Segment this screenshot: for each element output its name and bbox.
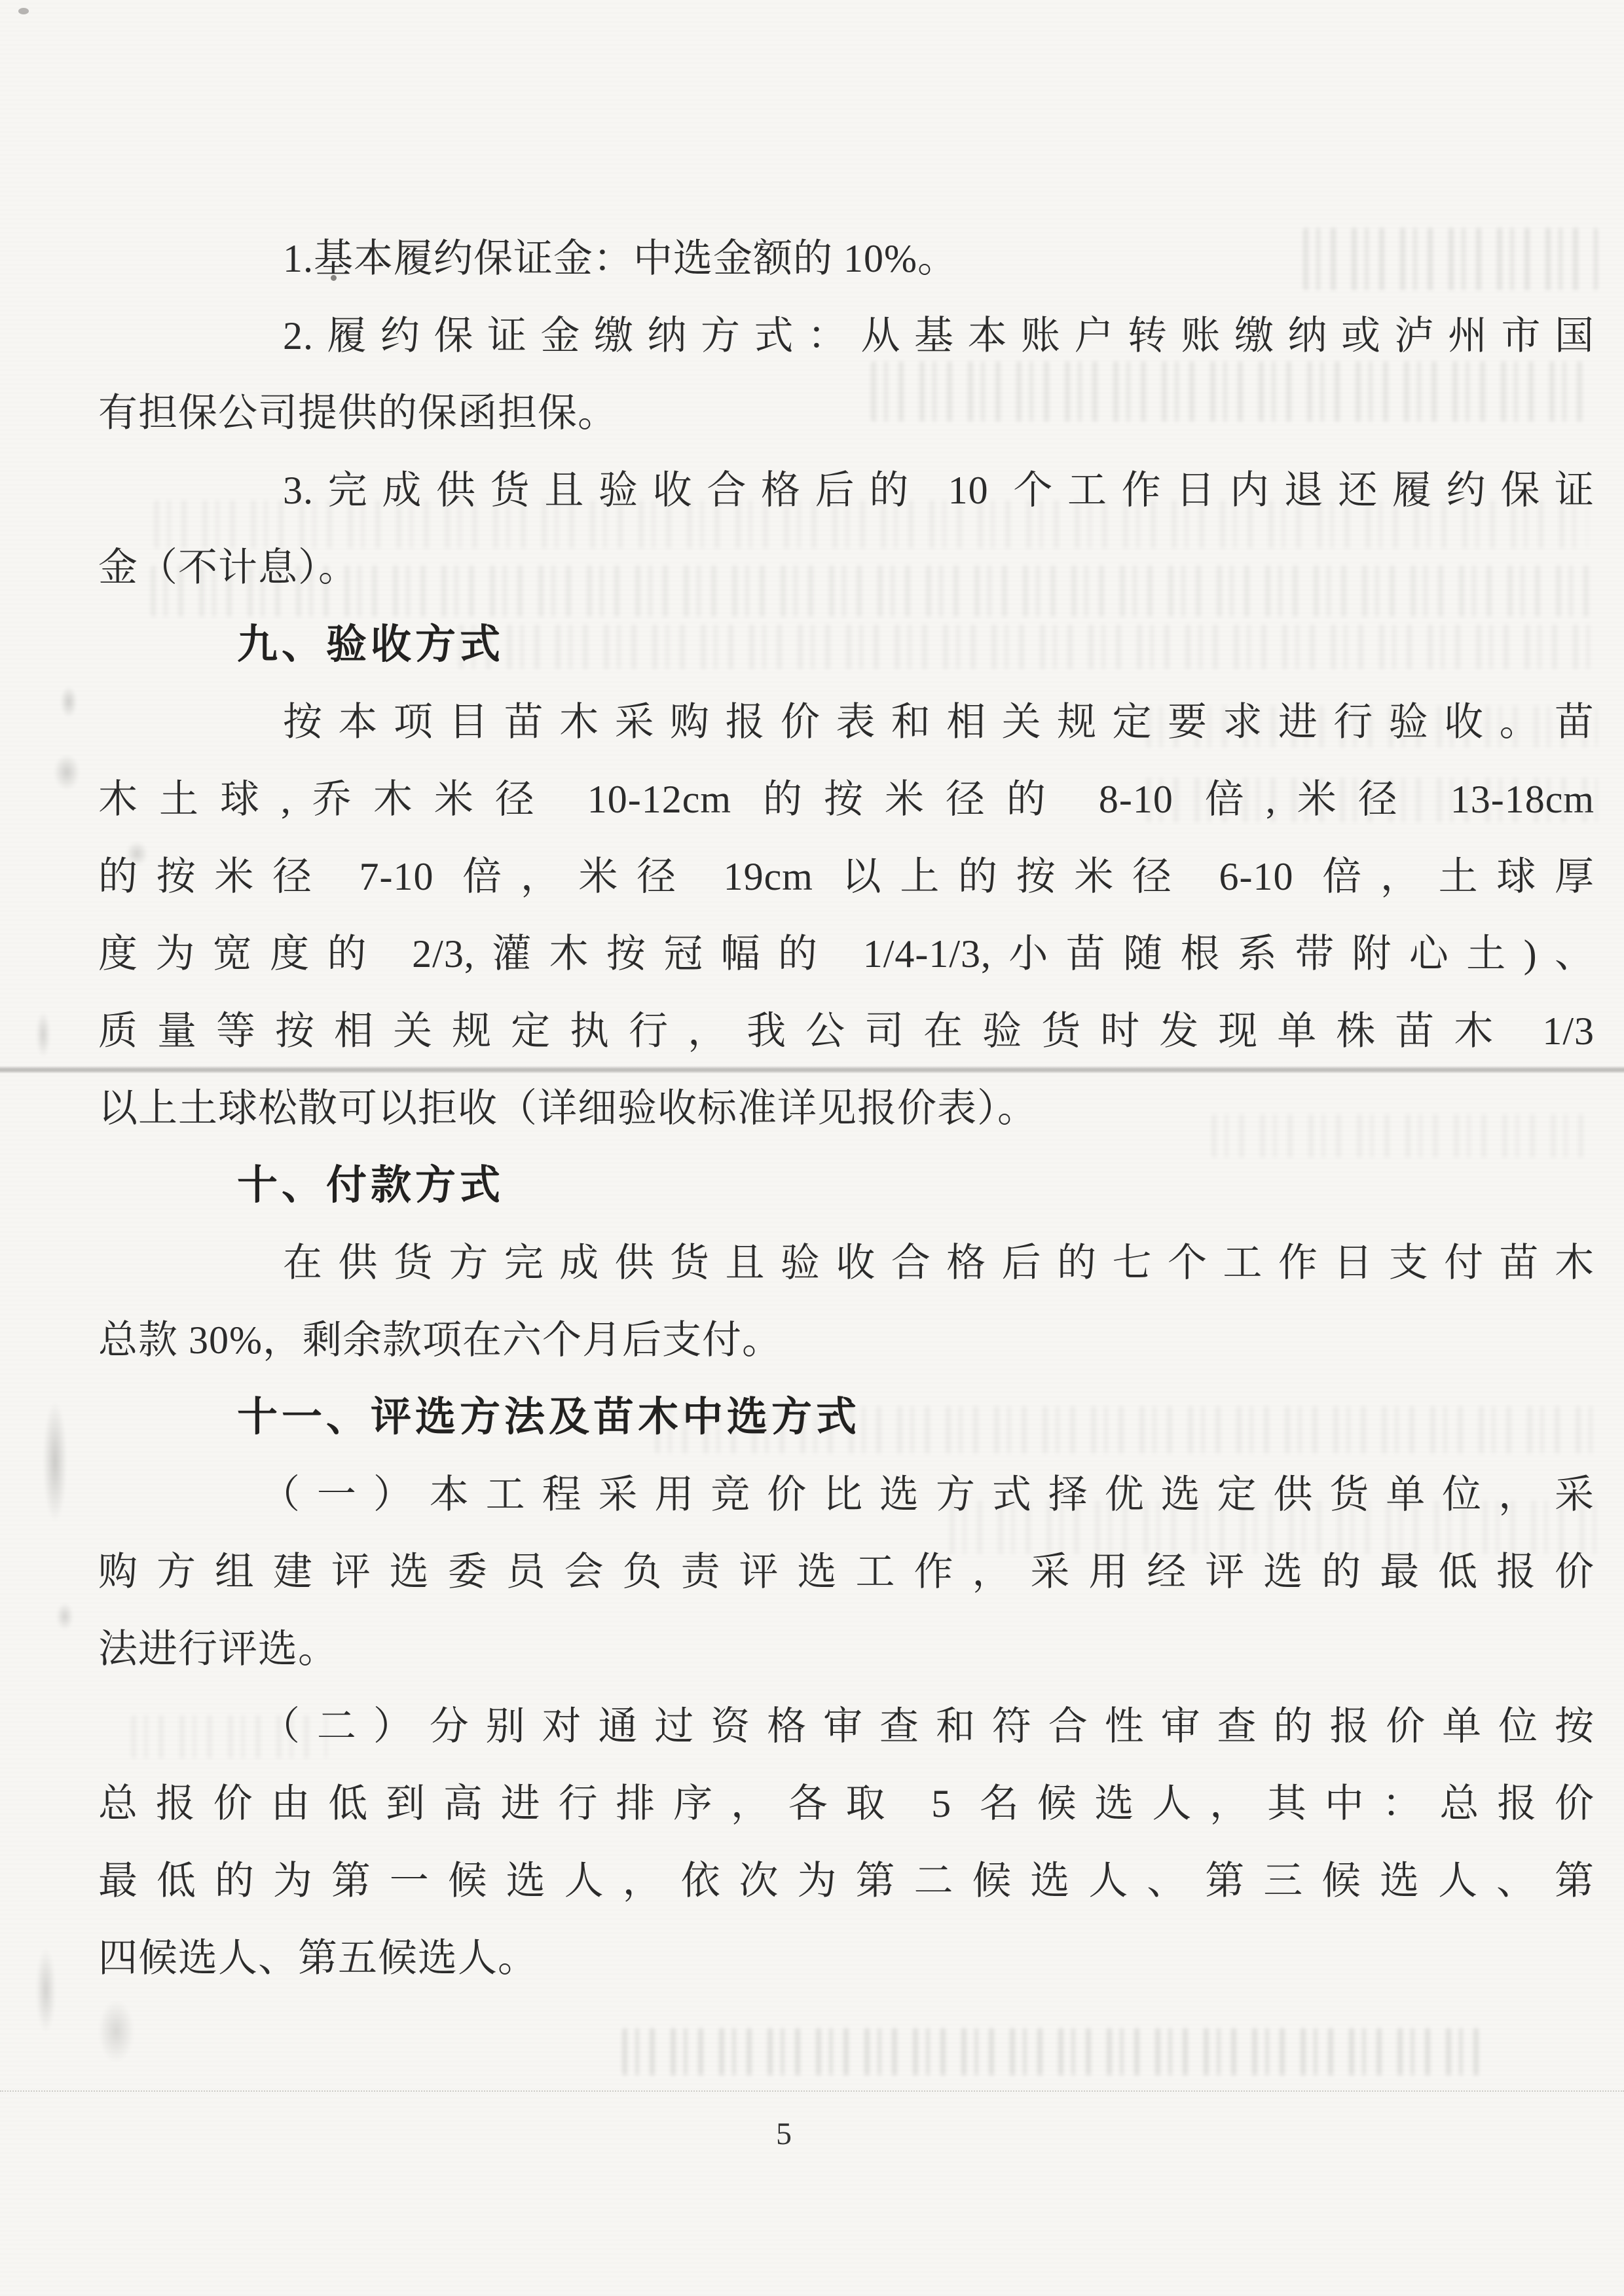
payment-para-line-1: 在供货方完成供货且验收合格后的七个工作日支付苗木 <box>283 1241 1595 1285</box>
heading-section-10-payment: 十、付款方式 <box>237 1163 505 1208</box>
document-text-block <box>98 220 1595 1997</box>
selection-item-2-line-3: 最低的为第一候选人，依次为第二候选人、第三候选人、第 <box>98 1859 1595 1903</box>
heading-section-11-selection: 十一、评选方法及苗木中选方式 <box>237 1394 861 1440</box>
selection-item-2-line-1: （二）分别对通过资格审查和符合性审查的报价单位按 <box>261 1705 1595 1748</box>
clause-1-performance-bond: 1.基本履约保证金：中选金额的 10%。 <box>283 237 957 280</box>
clause-2-payment-method-line-1: 2.履约保证金缴纳方式：从基本账户转账缴纳或泸州市国 <box>283 314 1595 357</box>
selection-item-1-line-2: 购方组建评选委员会负责评选工作，采用经评选的最低报价 <box>98 1550 1595 1594</box>
payment-para-line-2: 总款 30%，剩余款项在六个月后支付。 <box>98 1319 782 1362</box>
page-number: 5 <box>776 2117 792 2151</box>
acceptance-para-line-6: 以上土球松散可以拒收（详细验收标准详见报价表）。 <box>98 1087 1037 1130</box>
margin-smudge <box>36 1011 50 1057</box>
selection-item-1-line-3: 法进行评选。 <box>98 1628 338 1671</box>
acceptance-para-line-3: 的按米径 7-10 倍，米径 19cm 以上的按米径 6-10 倍，土球厚 <box>98 855 1595 898</box>
bleedthrough-artifact <box>622 2028 1486 2075</box>
margin-smudge <box>60 686 77 718</box>
heading-section-9-acceptance: 九、验收方式 <box>237 622 505 667</box>
margin-smudge <box>56 1603 73 1630</box>
acceptance-para-line-2: 木土球,乔木米径 10-12cm 的按米径的 8-10 倍,米径 13-18cm <box>98 778 1595 821</box>
margin-smudge <box>54 754 80 790</box>
acceptance-para-line-1: 按本项目苗木采购报价表和相关规定要求进行验收。苗 <box>283 701 1595 744</box>
selection-item-1-line-1: （一）本工程采用竞价比选方式择优选定供货单位，采 <box>261 1473 1595 1516</box>
clause-2-payment-method-line-2: 有担保公司提供的保函担保。 <box>98 392 618 435</box>
clause-3-refund-line-2: 金（不计息）。 <box>98 546 358 589</box>
ink-speck <box>18 8 29 14</box>
acceptance-para-line-4: 度为宽度的 2/3,灌木按冠幅的 1/4-1/3,小苗随根系带附心土)、 <box>98 932 1595 975</box>
margin-smudge <box>98 2000 134 2062</box>
selection-item-2-line-4: 四候选人、第五候选人。 <box>98 1937 538 1980</box>
selection-item-2-line-2: 总报价由低到高进行排序，各取 5 名候选人，其中：总报价 <box>98 1782 1595 1825</box>
margin-smudge <box>43 1401 67 1522</box>
scan-crease-line <box>0 2090 1624 2092</box>
acceptance-para-line-5: 质量等按相关规定执行，我公司在验货时发现单株苗木 1/3 <box>98 1010 1595 1053</box>
margin-smudge <box>36 1948 56 2033</box>
clause-3-refund-line-1: 3.完成供货且验收合格后的 10 个工作日内退还履约保证 <box>283 469 1595 512</box>
